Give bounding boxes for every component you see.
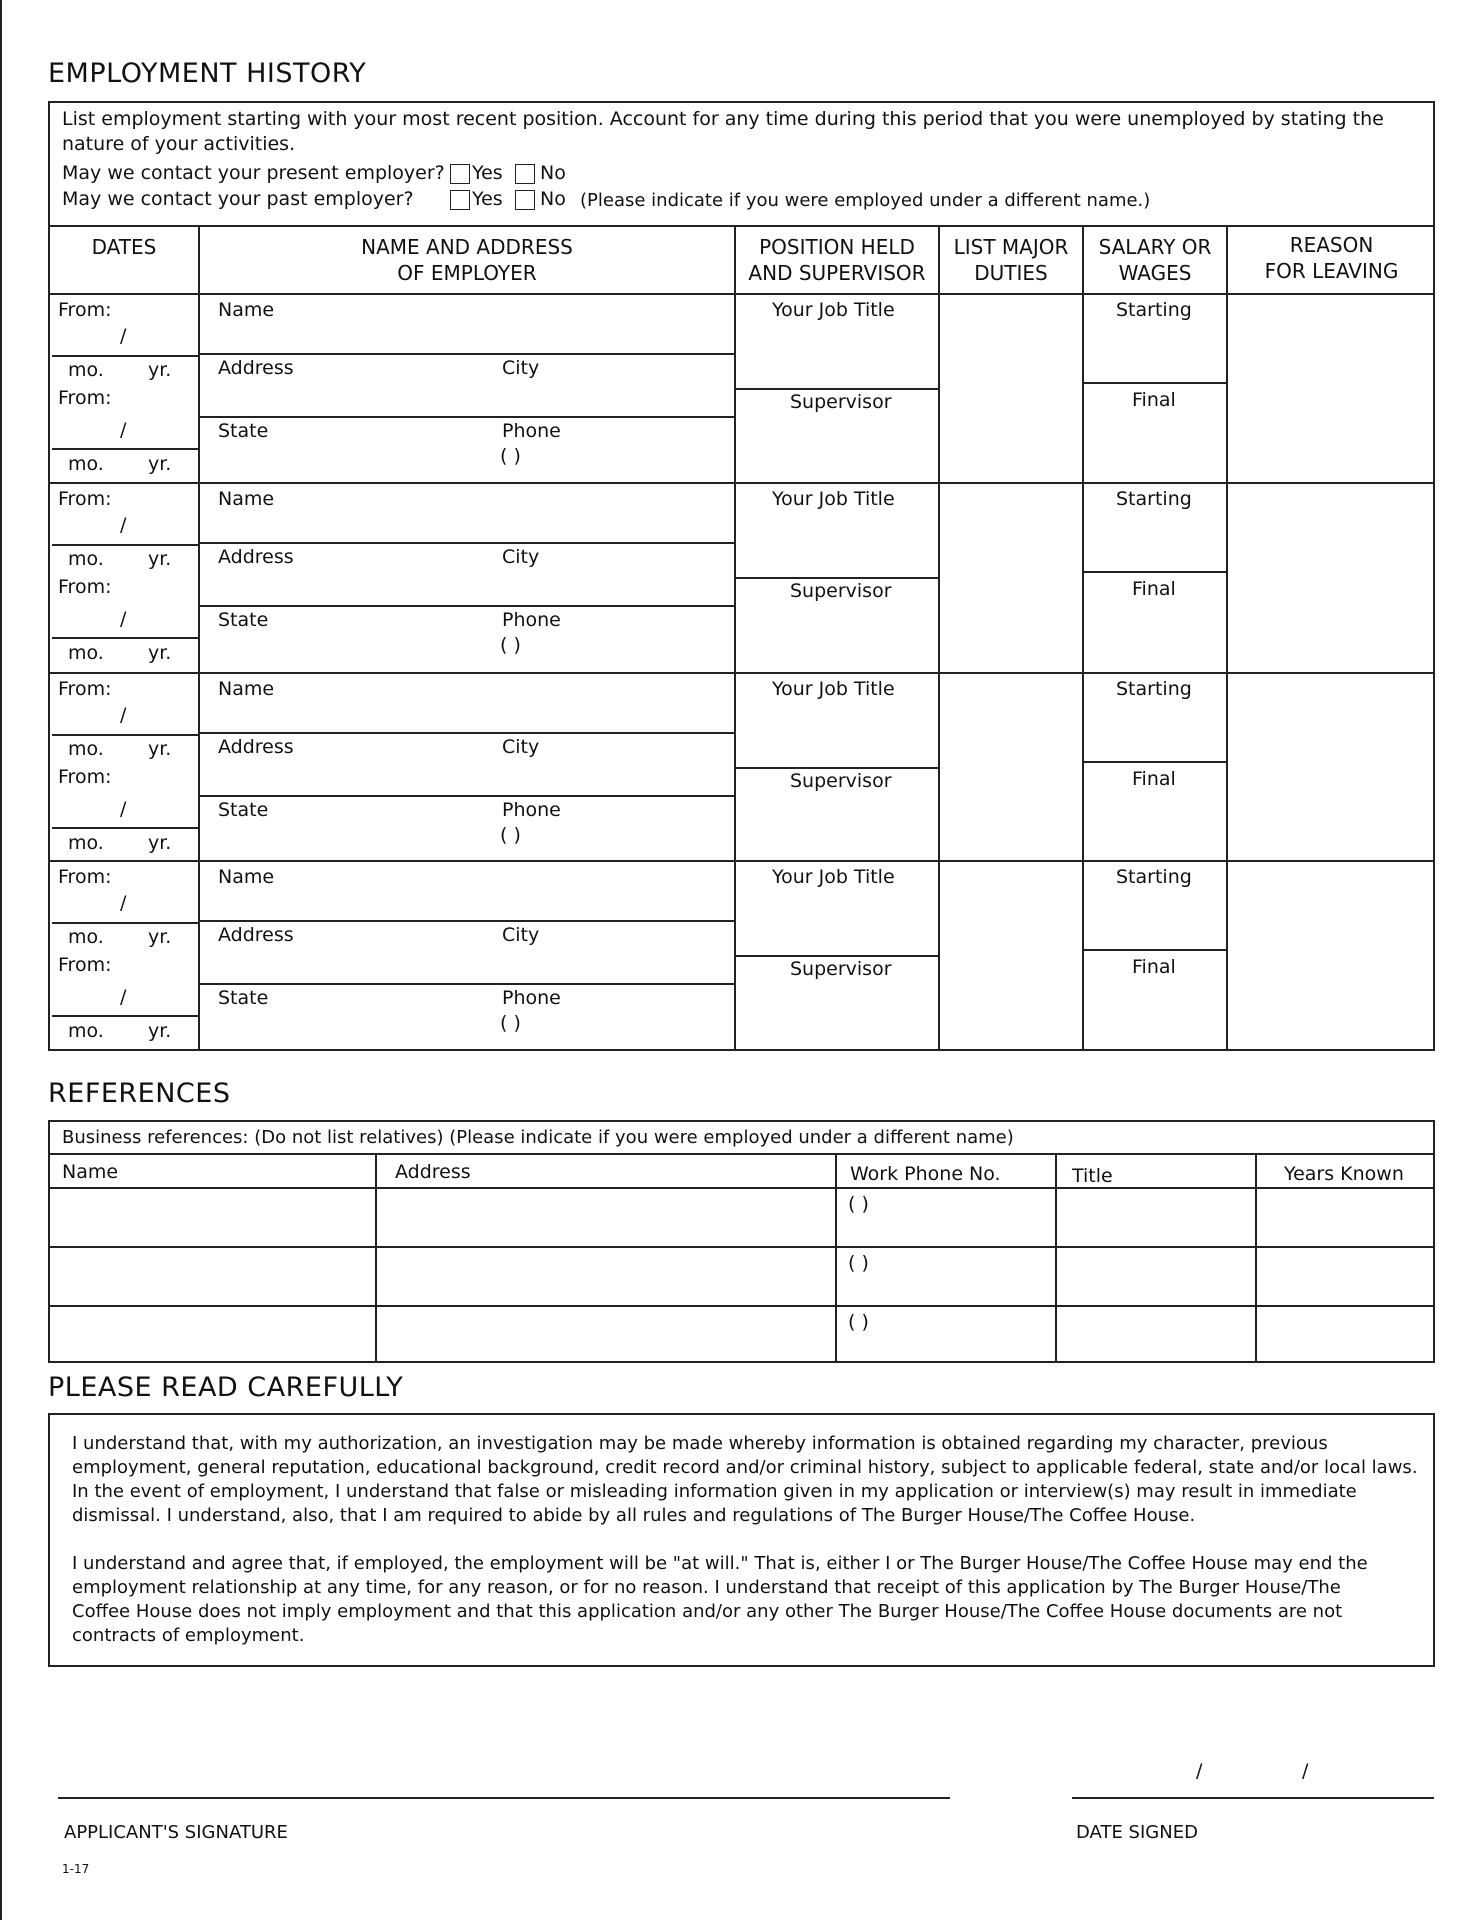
references-table <box>48 1120 1435 1363</box>
row3-from-label-1: From: <box>58 678 112 700</box>
ref-col-name: Name <box>62 1161 119 1183</box>
row3-mo-label-2: mo. <box>68 832 104 854</box>
row2-mo-label-2: mo. <box>68 642 104 664</box>
ref-row1-phone-parens: ( ) <box>848 1193 869 1215</box>
row2-employer-city-label: City <box>502 546 540 568</box>
row4-employer-phone-label: Phone <box>502 987 561 1009</box>
row3-supervisor-label: Supervisor <box>790 770 892 792</box>
row1-from-slash-1: / <box>120 325 127 347</box>
contact-past-no-label: No <box>540 188 566 210</box>
row1-mo-label-2: mo. <box>68 453 104 475</box>
row1-employer-phone-parens: ( ) <box>500 445 521 467</box>
header-dates: DATES <box>91 235 157 259</box>
ref-col-title: Title <box>1072 1165 1113 1187</box>
row4-salary-starting-label: Starting <box>1116 866 1192 888</box>
row3-from-label-2: From: <box>58 766 112 788</box>
row2-from-slash-2: / <box>120 608 127 630</box>
date-signed-label: DATE SIGNED <box>1076 1822 1198 1843</box>
contact-present-no-checkbox[interactable] <box>515 164 535 184</box>
row4-from-label-2: From: <box>58 954 112 976</box>
date-signed-line[interactable] <box>1072 1797 1434 1799</box>
row2-employer-phone-parens: ( ) <box>500 634 521 656</box>
row4-supervisor-label: Supervisor <box>790 958 892 980</box>
row2-salary-starting-label: Starting <box>1116 488 1192 510</box>
read-p1-line: In the event of employment, I understand that false or misleading information given in my application or interview(s) may result in immediate <box>72 1481 1357 1502</box>
ref-col-years-known: Years Known <box>1284 1163 1404 1185</box>
read-paragraph-2 <box>72 1552 1432 1648</box>
row4-employer-address-label: Address <box>218 924 294 946</box>
row1-salary-final-label: Final <box>1132 389 1176 411</box>
contact-past-yes-label: Yes <box>472 188 503 210</box>
row4-from-label-1: From: <box>58 866 112 888</box>
read-p2-line: I understand and agree that, if employed, the employment will be "at will." That is, either I or The Burger House/The Coffee House may end the <box>72 1553 1368 1574</box>
row2-from-label-2: From: <box>58 576 112 598</box>
date-slash-1: / <box>1196 1760 1203 1782</box>
row1-employer-address-label: Address <box>218 357 294 379</box>
row3-mo-label-1: mo. <box>68 738 104 760</box>
row1-job-title-label: Your Job Title <box>772 299 895 321</box>
row3-salary-starting-label: Starting <box>1116 678 1192 700</box>
row4-mo-label-2: mo. <box>68 1020 104 1042</box>
contact-present-no-label: No <box>540 162 566 184</box>
header-position-2: AND SUPERVISOR <box>748 261 926 285</box>
row3-from-slash-1: / <box>120 704 127 726</box>
row2-yr-label-1: yr. <box>148 548 172 570</box>
read-p2-line: Coffee House does not imply employment and that this application and/or any other The Burger House/The Coffee House documents are not <box>72 1601 1343 1622</box>
contact-present-yes-label: Yes <box>472 162 503 184</box>
header-name-address-2: OF EMPLOYER <box>397 261 537 285</box>
header-name-address-1: NAME AND ADDRESS <box>361 235 573 259</box>
row3-yr-label-2: yr. <box>148 832 172 854</box>
row4-employer-city-label: City <box>502 924 540 946</box>
row1-employer-name-label: Name <box>218 299 275 321</box>
row4-employer-state-label: State <box>218 987 269 1009</box>
read-paragraph-1 <box>72 1432 1432 1528</box>
references-title: REFERENCES <box>48 1078 231 1109</box>
row1-employer-state-label: State <box>218 420 269 442</box>
read-p1-line: dismissal. I understand, also, that I am required to abide by all rules and regulations of The Burger House/The Coffee House. <box>72 1505 1196 1526</box>
ref-col-work-phone: Work Phone No. <box>850 1163 1001 1185</box>
row3-employer-phone-parens: ( ) <box>500 824 521 846</box>
instructions-line1: List employment starting with your most recent position. Account for any time during this period that you were unemployed by stating the <box>62 108 1384 130</box>
instructions-line2: nature of your activities. <box>62 133 296 155</box>
header-reason-2: FOR LEAVING <box>1264 259 1399 283</box>
row4-mo-label-1: mo. <box>68 926 104 948</box>
row1-supervisor-label: Supervisor <box>790 391 892 413</box>
row4-yr-label-2: yr. <box>148 1020 172 1042</box>
row3-from-slash-2: / <box>120 798 127 820</box>
row3-employer-state-label: State <box>218 799 269 821</box>
references-note: Business references: (Do not list relatives) (Please indicate if you were employed under a different name) <box>62 1127 1014 1148</box>
row3-salary-final-label: Final <box>1132 768 1176 790</box>
contact-past-note: (Please indicate if you were employed under a different name.) <box>580 190 1151 211</box>
contact-past-no-checkbox[interactable] <box>515 190 535 210</box>
header-position-1: POSITION HELD <box>759 235 915 259</box>
contact-past-yes-checkbox[interactable] <box>450 190 470 210</box>
row4-from-slash-2: / <box>120 986 127 1008</box>
row4-salary-final-label: Final <box>1132 956 1176 978</box>
header-salary-1: SALARY OR <box>1098 235 1212 259</box>
ref-col-address: Address <box>395 1161 471 1183</box>
row2-salary-final-label: Final <box>1132 578 1176 600</box>
page-edge <box>0 0 2 1920</box>
row1-from-slash-2: / <box>120 419 127 441</box>
contact-past-label: May we contact your past employer? <box>62 188 414 210</box>
header-duties-2: DUTIES <box>974 261 1048 285</box>
row3-employer-city-label: City <box>502 736 540 758</box>
read-p2-line: employment relationship at any time, for any reason, or for no reason. I understand that receipt of this application by The Burger House/The <box>72 1577 1341 1598</box>
row2-employer-phone-label: Phone <box>502 609 561 631</box>
row2-yr-label-2: yr. <box>148 642 172 664</box>
row3-yr-label-1: yr. <box>148 738 172 760</box>
contact-present-label: May we contact your present employer? <box>62 162 445 184</box>
row1-employer-city-label: City <box>502 357 540 379</box>
ref-row2-phone-parens: ( ) <box>848 1252 869 1274</box>
header-reason-1: REASON <box>1289 233 1374 257</box>
read-carefully-title: PLEASE READ CAREFULLY <box>48 1372 404 1403</box>
form-code: 1-17 <box>62 1862 90 1876</box>
row1-from-label-1: From: <box>58 299 112 321</box>
row1-employer-phone-label: Phone <box>502 420 561 442</box>
row3-employer-name-label: Name <box>218 678 275 700</box>
row4-job-title-label: Your Job Title <box>772 866 895 888</box>
contact-present-yes-checkbox[interactable] <box>450 164 470 184</box>
row2-from-label-1: From: <box>58 488 112 510</box>
applicant-signature-line[interactable] <box>58 1797 950 1799</box>
row4-employer-phone-parens: ( ) <box>500 1012 521 1034</box>
row2-mo-label-1: mo. <box>68 548 104 570</box>
row3-job-title-label: Your Job Title <box>772 678 895 700</box>
row2-from-slash-1: / <box>120 514 127 536</box>
row3-employer-address-label: Address <box>218 736 294 758</box>
row1-from-label-2: From: <box>58 387 112 409</box>
row2-supervisor-label: Supervisor <box>790 580 892 602</box>
ref-row3-phone-parens: ( ) <box>848 1311 869 1333</box>
employment-history-title: EMPLOYMENT HISTORY <box>48 58 367 89</box>
header-salary-2: WAGES <box>1118 261 1192 285</box>
read-p2-line: contracts of employment. <box>72 1625 305 1646</box>
row4-employer-name-label: Name <box>218 866 275 888</box>
row4-from-slash-1: / <box>120 892 127 914</box>
row4-yr-label-1: yr. <box>148 926 172 948</box>
row2-employer-name-label: Name <box>218 488 275 510</box>
row2-employer-address-label: Address <box>218 546 294 568</box>
row3-employer-phone-label: Phone <box>502 799 561 821</box>
row2-job-title-label: Your Job Title <box>772 488 895 510</box>
row1-mo-label-1: mo. <box>68 359 104 381</box>
row1-yr-label-2: yr. <box>148 453 172 475</box>
row1-salary-starting-label: Starting <box>1116 299 1192 321</box>
date-slash-2: / <box>1302 1760 1309 1782</box>
row1-yr-label-1: yr. <box>148 359 172 381</box>
header-duties-1: LIST MAJOR <box>953 235 1069 259</box>
row2-employer-state-label: State <box>218 609 269 631</box>
read-p1-line: I understand that, with my authorization, an investigation may be made whereby information is obtained regarding my character, previous <box>72 1433 1328 1454</box>
applicant-signature-label: APPLICANT'S SIGNATURE <box>64 1822 288 1843</box>
read-p1-line: employment, general reputation, educational background, credit record and/or criminal history, subject to applicable federal, state and/or local laws. <box>72 1457 1418 1478</box>
